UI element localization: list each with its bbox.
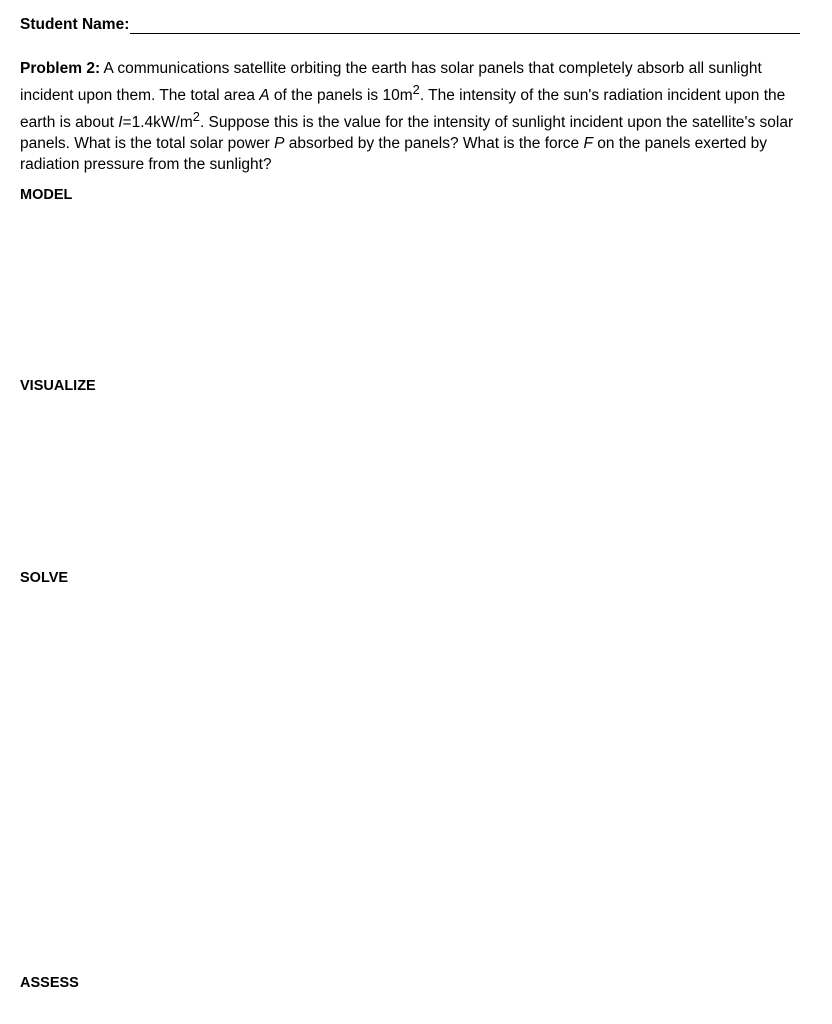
- problem-text: of the panels is 10m: [269, 87, 413, 105]
- student-name-row: [20, 16, 800, 34]
- section-visualize-heading: VISUALIZE: [20, 378, 96, 394]
- problem-text: =1.4kW/m: [122, 114, 193, 132]
- problem-text: . Suppose this is the value for the intensity of sunlight incident upon the satellite's solar panels. What is the total solar power: [20, 114, 794, 153]
- section-solve-heading: SOLVE: [20, 570, 69, 586]
- problem-label: Problem 2:: [20, 60, 101, 77]
- section-assess-heading: ASSESS: [20, 975, 79, 991]
- superscript: 2: [192, 109, 200, 125]
- problem-statement: [20, 58, 800, 175]
- variable-f: F: [583, 135, 593, 153]
- section-model-heading: MODEL: [20, 187, 73, 203]
- variable-a: A: [259, 87, 270, 105]
- problem-text: . The intensity of the sun's radiation incident upon the earth is about: [20, 87, 786, 132]
- variable-i: I: [118, 114, 123, 132]
- problem-text: on the panels exerted by radiation pressure from the sunlight?: [20, 135, 768, 174]
- superscript: 2: [412, 82, 420, 97]
- problem-text: A communications satellite orbiting the earth has solar panels that completely absorb all sunlight incident upon them. The total area: [20, 60, 762, 105]
- student-name-field[interactable]: [130, 17, 800, 34]
- student-name-label: Student Name:: [20, 16, 130, 33]
- variable-p: P: [274, 135, 285, 153]
- problem-text: absorbed by the panels? What is the force: [284, 135, 584, 153]
